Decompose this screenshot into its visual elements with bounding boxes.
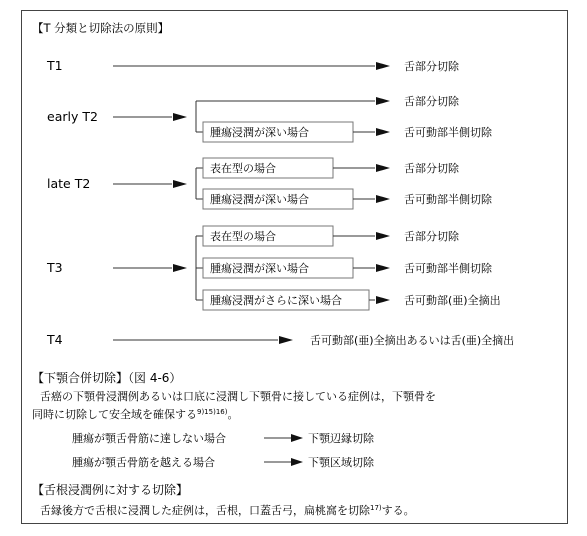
mandible-refs: 9)15)16) [197,408,228,416]
late-t2-condition-deep: 腫瘍浸潤が深い場合 [210,193,309,206]
tongue-root-body: 舌縁後方で舌根に浸潤した症例は，舌根，口蓋舌弓，扁桃窩を切除$^{17)}$する。 [40,504,415,517]
row-label-late-t2: late T2 [47,176,91,191]
early-t2-result-2: 舌可動部半側切除 [404,126,492,139]
mandible-arrowhead-2 [291,458,303,466]
early-t2-condition-deep: 腫瘍浸潤が深い場合 [210,126,309,139]
mandible-result-1: 下顎辺縁切除 [308,432,374,445]
mandible-arrowhead-1 [291,434,303,442]
t3-result-2: 舌可動部半側切除 [404,262,492,275]
late-t2-branch-1-arrowhead [376,164,390,172]
diagram-title: 【T 分類と切除法の原則】 [32,21,170,35]
mandible-body-line2: 同時に切除して安全域を確保する$^{9)15)16)}$。 [32,408,239,421]
late-t2-result-1: 舌部分切除 [404,162,459,175]
t3-condition-superficial: 表在型の場合 [210,230,276,243]
t4-result: 舌可動部(亜)全摘出あるいは舌(亜)全摘出 [310,334,515,347]
tongue-root-heading: 【舌根浸潤例に対する切除】 [32,483,189,497]
mandible-heading: 【下顎合併切除】（図 4-6） [32,371,182,385]
late-t2-branch-2-arrowhead [376,195,390,203]
mandible-result-2: 下顎区域切除 [308,456,374,469]
early-t2-branch-1-arrowhead [376,97,390,105]
t3-arrowhead [173,264,187,272]
late-t2-result-2: 舌可動部半側切除 [404,193,492,206]
t3-condition-deeper: 腫瘍浸潤がさらに深い場合 [210,294,342,307]
mandible-condition-2: 腫瘍が顎舌骨筋を越える場合 [72,456,215,469]
t3-branch-1-arrowhead [376,232,390,240]
t1-result: 舌部分切除 [404,60,459,73]
mandible-body-line1: 舌癌の下顎骨浸潤例あるいは口底に浸潤し下顎骨に接している症例は，下顎骨を [40,390,436,403]
row-label-t4: T4 [47,332,63,347]
t3-condition-deep: 腫瘍浸潤が深い場合 [210,262,309,275]
late-t2-arrowhead [173,180,187,188]
t3-branch-2-arrowhead [376,264,390,272]
t3-result-1: 舌部分切除 [404,230,459,243]
late-t2-condition-superficial: 表在型の場合 [210,162,276,175]
t3-result-3: 舌可動部(亜)全摘出 [404,294,501,307]
mandible-condition-1: 腫瘍が顎舌骨筋に達しない場合 [72,432,226,445]
row-label-t1: T1 [47,58,63,73]
t1-arrowhead [376,62,390,70]
early-t2-result-1: 舌部分切除 [404,95,459,108]
row-label-early-t2: early T2 [47,109,98,124]
tongue-root-ref: 17) [370,504,382,512]
early-t2-branch-2-arrowhead [376,128,390,136]
early-t2-arrowhead [173,113,187,121]
row-label-t3: T3 [47,260,63,275]
t3-branch-3-arrowhead [376,296,390,304]
t4-arrowhead [279,336,293,344]
